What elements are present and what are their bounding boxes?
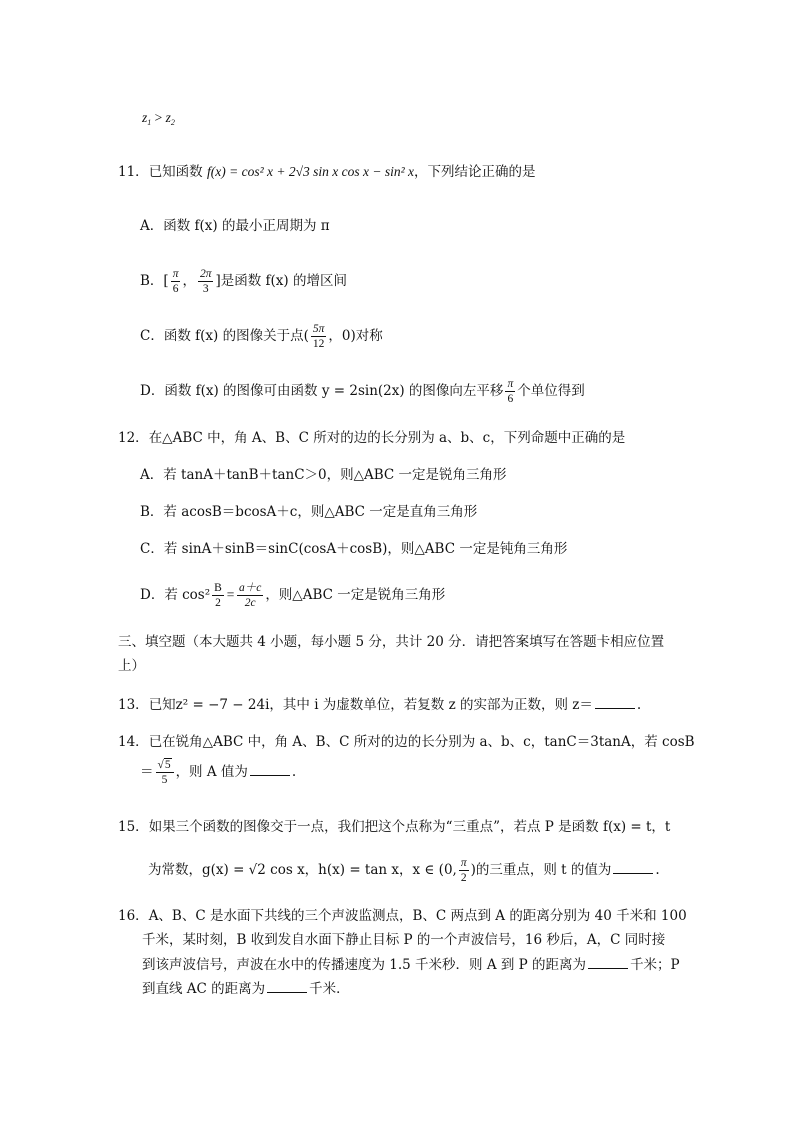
previous-answer-fragment: $z_1 > z_2$ (142, 110, 175, 127)
question-12-stem: 12．在△ABC 中，角 A、B、C 所对的边的长分别为 a、b、c，下列命题中正确的是 (118, 430, 626, 446)
answer-blank[interactable] (595, 694, 635, 709)
question-12-option-b: B．若 acosB＝bcosA＋c，则△ABC 一定是直角三角形 (140, 504, 478, 520)
question-16-line-1: 16．A、B、C 是水面下共线的三个声波监测点，B、C 两点到 A 的距离分别为 40 千米和 100 (118, 908, 687, 924)
question-15-line-2: 为常数，g(x) = √2 cos x，h(x) = tan x，x ∈ (0, $\frac{\pi}{2}$ )的三重点，则 t 的值为 . (148, 857, 660, 884)
question-11-option-d: D．函数 f(x) 的图像可由函数 y = 2sin(2x) 的图像向左平移 $\frac{\pi}{6}$ 个单位得到 (140, 378, 585, 405)
answer-blank[interactable] (588, 954, 628, 969)
answer-blank[interactable] (613, 859, 653, 874)
question-15-line-1: 15．如果三个函数的图像交于一点，我们把这个点称为“三重点”，若点 P 是函数 f(x) = t，t (118, 819, 671, 835)
answer-blank[interactable] (267, 978, 307, 993)
question-13: 13．已知z² = −7 − 24i，其中 i 为虚数单位，若复数 z 的实部为正数，则 z＝ . (118, 694, 641, 715)
question-11-option-c: C．函数 f(x) 的图像关于点( $\frac{5\pi}{12}$ ，0)对称 (140, 323, 383, 350)
question-16-line-2: 千米，某时刻，B 收到发自水面下静止目标 P 的一个声波信号，16 秒后，A，C 同时接 (142, 932, 666, 948)
section-3-heading-cont: 上） (118, 658, 145, 674)
section-3-heading: 三、填空题（本大题共 4 小题，每小题 5 分，共计 20 分．请把答案填写在答题卡相应位置 (118, 634, 665, 650)
question-11-option-a: A．函数 f(x) 的最小正周期为 π (140, 218, 330, 234)
question-14-line-1: 14．已在锐角△ABC 中，角 A、B、C 所对的边的长分别为 a、b、c，tanC＝3tanA，若 cosB (118, 734, 695, 750)
question-11-stem: 11．已知函数 f(x) = cos² x + 2√3 sin x cos x − sin² x，下列结论正确的是 (118, 164, 536, 180)
question-12-option-a: A．若 tanA＋tanB＋tanC＞0，则△ABC 一定是锐角三角形 (140, 467, 507, 483)
question-12-option-d: D．若 cos² $\frac{B}{2}$ = $\frac{a+c}{2c}$ ，则△ABC 一定是锐角三角形 (140, 582, 446, 609)
question-16-line-4: 到直线 AC 的距离为 千米． (142, 978, 350, 999)
question-12-option-c: C．若 sinA＋sinB＝sinC(cosA＋cosB)，则△ABC 一定是钝角三角形 (140, 541, 568, 557)
question-11-option-b: B．[ $\frac{\pi}{6}$ ， $\frac{2\pi}{3}$ ]是函数 f(x) 的增区间 (140, 268, 347, 295)
answer-blank[interactable] (250, 761, 290, 776)
question-14-line-2: ＝ $\frac{√5}{5}$ ，则 A 值为 . (140, 759, 297, 786)
question-16-line-3: 到该声波信号，声波在水中的传播速度为 1.5 千米秒．则 A 到 P 的距离为 千米；P (142, 954, 680, 975)
